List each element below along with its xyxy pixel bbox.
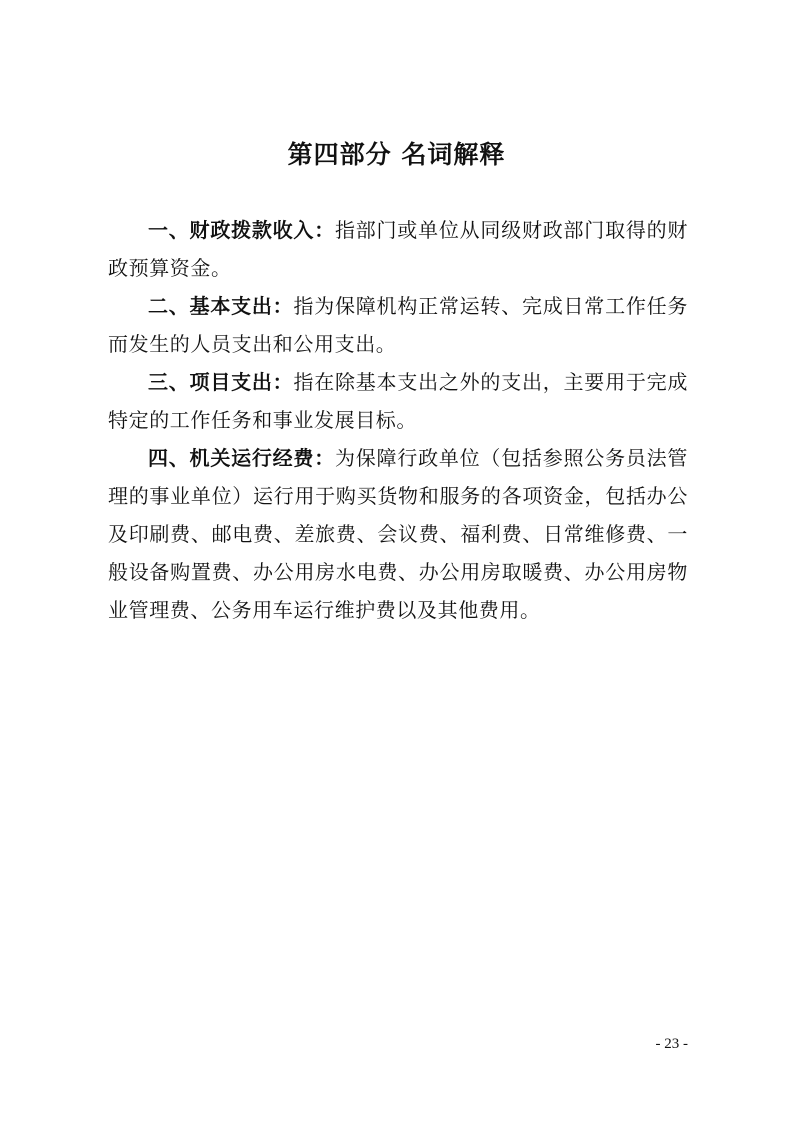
term-basic-expenditure [108, 287, 688, 363]
page-title: 第四部分 名词解释 [287, 140, 506, 169]
term-fiscal-appropriation-income [108, 211, 688, 287]
term-label: 三、项目支出： [148, 370, 294, 394]
term-label: 四、机关运行经费： [148, 446, 335, 470]
page-number: - 23 - [655, 1036, 688, 1052]
term-operating-expenses [108, 439, 688, 629]
term-definition: 为保障行政单位（包括参照公务员法管理的事业单位）运行用于购买货物和服务的各项资金，包括办公及印刷费、邮电费、差旅费、会议费、福利费、日常维修费、一般设备购置费、办公用房水电费、办公用房取暖费、办公用房物业管理费、公务用车运行维护费以及其他费用。 [108, 446, 688, 622]
term-project-expenditure [108, 363, 688, 439]
term-definition: 指为保障机构正常运转、完成日常工作任务而发生的人员支出和公用支出。 [108, 294, 688, 356]
term-definition: 指在除基本支出之外的支出，主要用于完成特定的工作任务和事业发展目标。 [108, 370, 688, 432]
term-label: 一、财政拨款收入： [148, 218, 335, 242]
term-label: 二、基本支出： [148, 294, 294, 318]
term-definition: 指部门或单位从同级财政部门取得的财政预算资金。 [108, 218, 688, 280]
glossary-body [108, 211, 688, 629]
